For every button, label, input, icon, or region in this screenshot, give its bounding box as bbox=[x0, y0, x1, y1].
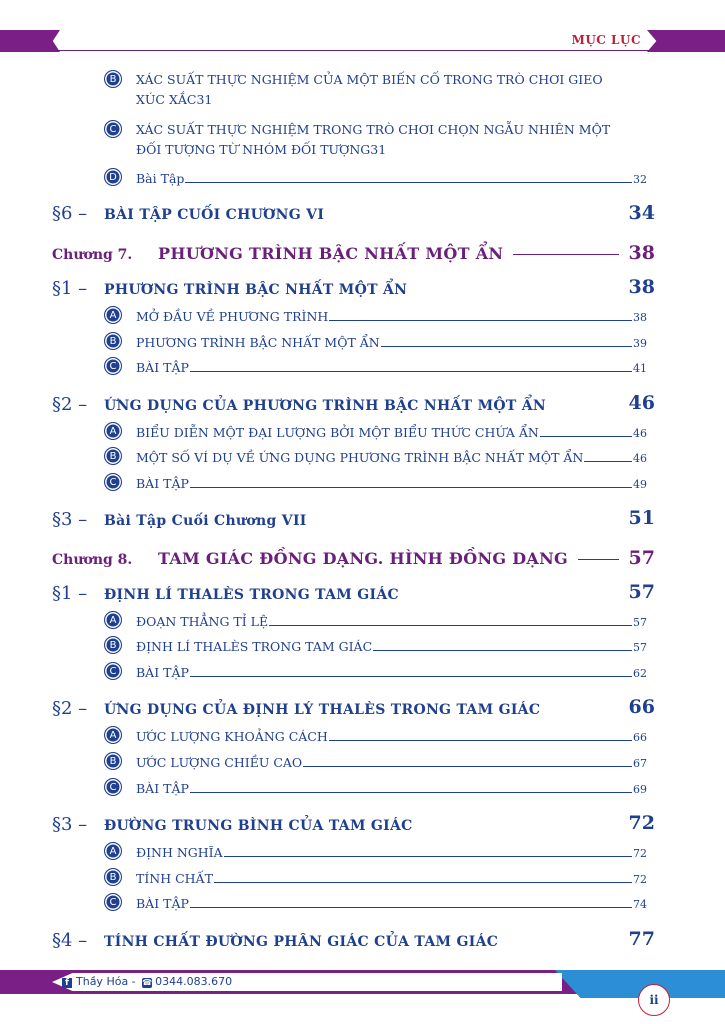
toc-entry[interactable]: A ƯỚC LƯỢNG KHOẢNG CÁCH 66 bbox=[104, 726, 647, 744]
section-page: 72 bbox=[628, 812, 655, 834]
toc-entry[interactable]: B ĐỊNH LÍ THALÈS TRONG TAM GIÁC 57 bbox=[104, 636, 647, 654]
section-page: 46 bbox=[628, 392, 655, 414]
toc-entry[interactable]: A BIỂU DIỄN MỘT ĐẠI LƯỢNG BỞI MỘT BIỂU THỨC CHỨA ẨN 46 bbox=[104, 422, 647, 440]
header-left-tab bbox=[0, 30, 60, 52]
entry-text-line1: XÁC SUẤT THỰC NGHIỆM TRONG TRÒ CHƠI CHỌN NGẪU NHIÊN MỘT bbox=[136, 121, 611, 137]
header-bar bbox=[0, 30, 725, 52]
section-7-3[interactable]: §3 – Bài Tập Cuối Chương VII bbox=[52, 509, 307, 530]
chapter-7[interactable]: Chương 7. PHƯƠNG TRÌNH BẬC NHẤT MỘT ẨN 38 bbox=[52, 242, 655, 264]
toc-entry[interactable] bbox=[104, 70, 647, 88]
badge-c: C bbox=[104, 120, 122, 138]
section-page: 57 bbox=[628, 581, 655, 603]
toc-entry[interactable] bbox=[104, 168, 647, 186]
badge-b: B bbox=[104, 70, 122, 88]
section-page: 38 bbox=[628, 276, 655, 298]
section-8-1[interactable]: §1 – ĐỊNH LÍ THALÈS TRONG TAM GIÁC bbox=[52, 583, 399, 604]
footer bbox=[0, 964, 725, 1024]
section-page: 34 bbox=[628, 202, 655, 224]
section-6[interactable]: §6 – BÀI TẬP CUỐI CHƯƠNG VI bbox=[52, 203, 325, 224]
chapter-8[interactable]: Chương 8. TAM GIÁC ĐỒNG DẠNG. HÌNH ĐỒNG DẠNG 57 bbox=[52, 547, 655, 569]
section-8-4[interactable]: §4 – TÍNH CHẤT ĐƯỜNG PHÂN GIÁC CỦA TAM GIÁC bbox=[52, 930, 499, 951]
page-number: ii bbox=[638, 984, 670, 1016]
section-page: 51 bbox=[628, 507, 655, 529]
toc-entry[interactable]: B TÍNH CHẤT 72 bbox=[104, 868, 647, 886]
entry-page: 32 bbox=[633, 173, 647, 186]
entry-text-line2: XÚC XẮC bbox=[136, 92, 197, 107]
toc-entry[interactable]: A ĐOẠN THẲNG TỈ LỆ 57 bbox=[104, 611, 647, 629]
toc-entry[interactable]: C BÀI TẬP 41 bbox=[104, 357, 647, 375]
toc-entry[interactable]: C BÀI TẬP 74 bbox=[104, 893, 647, 911]
toc-entry[interactable]: C BÀI TẬP 62 bbox=[104, 662, 647, 680]
badge-d: D bbox=[104, 168, 122, 186]
section-8-3[interactable]: §3 – ĐƯỜNG TRUNG BÌNH CỦA TAM GIÁC bbox=[52, 814, 413, 835]
toc-entry[interactable]: A ĐỊNH NGHĨA 72 bbox=[104, 842, 647, 860]
section-page: 77 bbox=[628, 928, 655, 950]
entry-text-line1: XÁC SUẤT THỰC NGHIỆM CỦA MỘT BIẾN CỐ TRONG TRÒ CHƠI GIEO bbox=[136, 71, 603, 87]
phone-number: 0344.083.670 bbox=[155, 975, 233, 988]
toc-entry[interactable] bbox=[104, 120, 647, 138]
toc-entry[interactable]: C BÀI TẬP 49 bbox=[104, 473, 647, 491]
header-title: MỤC LỤC bbox=[571, 33, 641, 47]
facebook-icon: f bbox=[62, 978, 72, 988]
toc-entry-cont[interactable] bbox=[136, 142, 647, 157]
toc-entry[interactable]: B ƯỚC LƯỢNG CHIỀU CAO 67 bbox=[104, 752, 647, 770]
toc-entry[interactable]: A MỞ ĐẦU VỀ PHƯƠNG TRÌNH 38 bbox=[104, 306, 647, 324]
section-8-2[interactable]: §2 – ỨNG DỤNG CỦA ĐỊNH LÝ THALÈS TRONG TAM GIÁC bbox=[52, 698, 541, 719]
header-rule bbox=[55, 50, 650, 51]
entry-page: 31 bbox=[196, 92, 213, 107]
footer-contact[interactable] bbox=[62, 975, 232, 988]
section-7-2[interactable]: §2 – ỨNG DỤNG CỦA PHƯƠNG TRÌNH BẬC NHẤT MỘT ẨN bbox=[52, 394, 547, 415]
toc-entry-cont[interactable] bbox=[136, 92, 647, 107]
entry-page: 31 bbox=[370, 142, 387, 157]
toc-entry[interactable]: B PHƯƠNG TRÌNH BẬC NHẤT MỘT ẨN 39 bbox=[104, 332, 647, 350]
entry-text-line2: ĐỐI TƯỢNG TỪ NHÓM ĐỐI TƯỢNG bbox=[136, 142, 371, 157]
section-page: 66 bbox=[628, 696, 655, 718]
section-7-1[interactable]: §1 – PHƯƠNG TRÌNH BẬC NHẤT MỘT ẨN bbox=[52, 278, 408, 299]
phone-icon: ☎ bbox=[142, 978, 153, 987]
toc-entry[interactable]: B MỘT SỐ VÍ DỤ VỀ ỨNG DỤNG PHƯƠNG TRÌNH BẬC NHẤT MỘT ẨN 46 bbox=[104, 447, 647, 465]
author-name: Thầy Hóa - bbox=[76, 975, 136, 988]
entry-text: Bài Tập bbox=[136, 171, 185, 186]
toc-entry[interactable]: C BÀI TẬP 69 bbox=[104, 778, 647, 796]
header-right-tab bbox=[647, 30, 725, 52]
